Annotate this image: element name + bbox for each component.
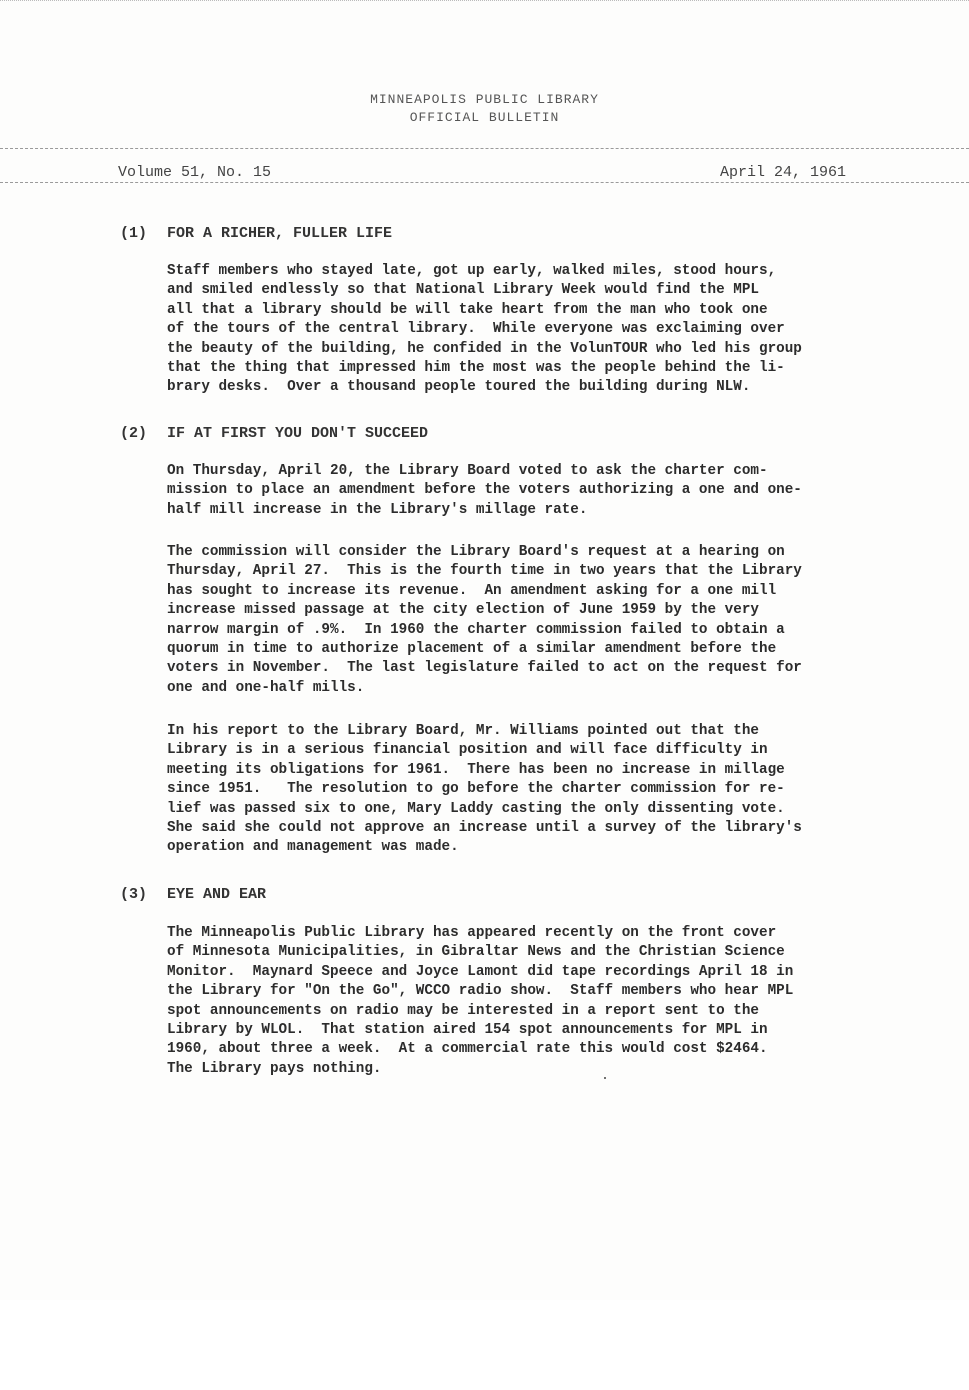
masthead-library-name: MINNEAPOLIS PUBLIC LIBRARY <box>370 92 599 107</box>
header-rule-top <box>0 148 969 149</box>
section-heading <box>120 425 428 442</box>
masthead-bulletin-title: OFFICIAL BULLETIN <box>409 110 560 125</box>
section-paragraph: The Minneapolis Public Library has appeared recently on the front cover of Minnesota Municipalities, in Gibraltar News and the Christian Science Monitor. Maynard Speece and Joyce Lamont did tape recordings April 18 in the Library for "On the Go", WCCO radio show. Staff members who hear MPL spot announcements on radio may be interested in a report sent to the Library by WLOL. That station aired 154 spot announcements for MPL in 1960, about three a week. At a commercial rate this would cost $2464. The Library pays nothing. <box>167 925 794 1077</box>
section-heading <box>120 225 392 242</box>
section-paragraph: In his report to the Library Board, Mr. Williams pointed out that the Library is in a serious financial position and will face difficulty in meeting its obligations for 1961. There has been no increase in millage since 1951. The resolution to go before the charter commission for re- lief was passed six to one, Mary Laddy casting the only dissenting vote. She said she could not approve an increase until a survey of the library's operation and management was made. <box>167 723 802 856</box>
stock-footer-band <box>0 1300 969 1390</box>
section-title: IF AT FIRST YOU DON'T SUCCEED <box>167 425 429 442</box>
section-paragraph: On Thursday, April 20, the Library Board voted to ask the charter com- mission to place an amendment before the voters authorizing a one and one- half mill increase in the Library's millage rate. <box>167 463 802 518</box>
section-title: FOR A RICHER, FULLER LIFE <box>167 225 393 242</box>
issue-date: April 24, 1961 <box>720 164 847 181</box>
ink-speck <box>604 1077 606 1079</box>
section-paragraph: Staff members who stayed late, got up early, walked miles, stood hours, and smiled endlessly so that National Library Week would find the MPL all that a library should be will take heart from the man who took one of the tours of the central library. While everyone was exclaiming over the beauty of the building, he confided in the VolunTOUR who led his group that the thing that impressed him the most was the people behind the li- brary desks. Over a thousand people toured the building during NLW. <box>167 263 802 396</box>
section-paragraph: The commission will consider the Library Board's request at a hearing on Thursday, April 27. This is the fourth time in two years that the Library has sought to increase its revenue. An amendment asking for a one mill increase missed passage at the city election of June 1959 by the very narrow margin of .9%. In 1960 the charter commission failed to obtain a quorum in time to authorize placement of a similar amendment before the voters in November. The last legislature failed to act on the request for one and one-half mills. <box>167 544 802 696</box>
section-heading <box>120 886 266 903</box>
scan-edge-dots <box>0 0 969 4</box>
section-number: (1) <box>120 225 148 242</box>
issue-volume: Volume 51, No. 15 <box>118 164 272 181</box>
section-number: (2) <box>120 425 148 442</box>
section-title: EYE AND EAR <box>167 886 267 903</box>
section-number: (3) <box>120 886 148 903</box>
header-rule-bottom <box>0 182 969 183</box>
